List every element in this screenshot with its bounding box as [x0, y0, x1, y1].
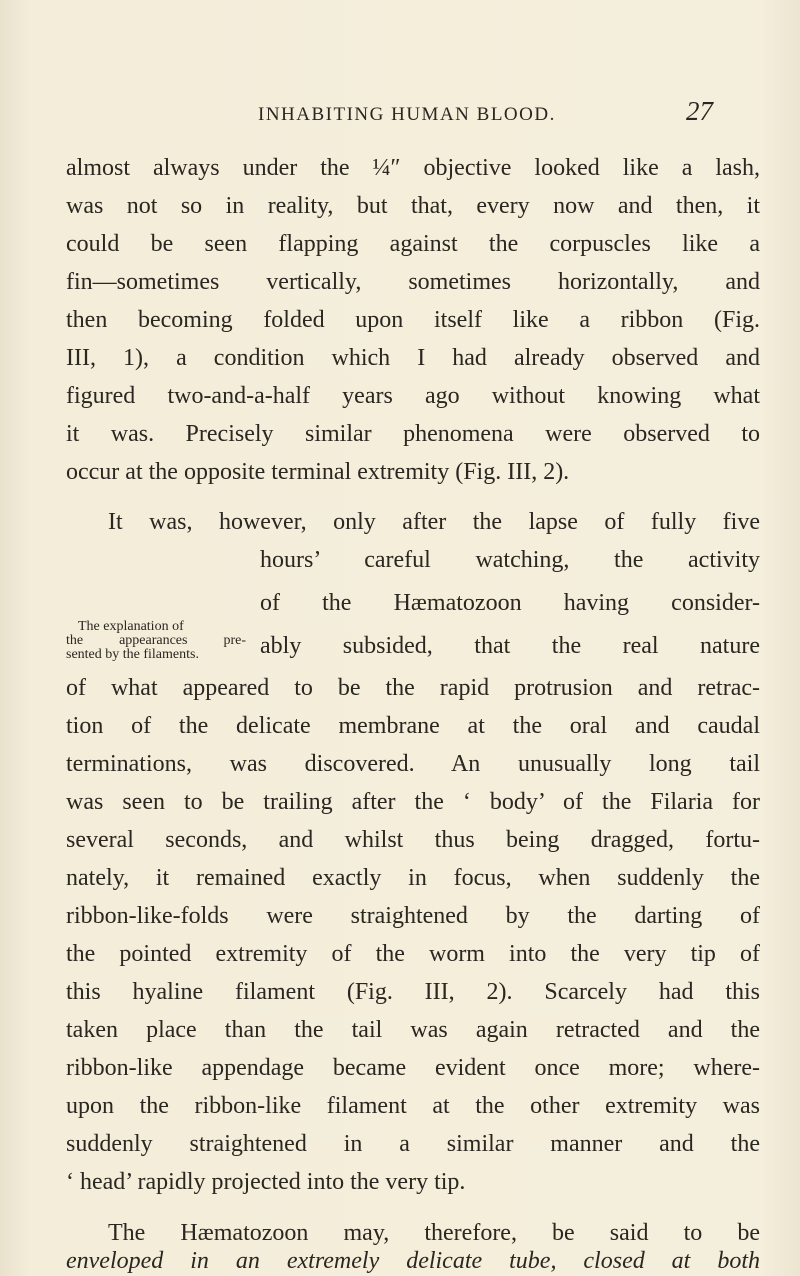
text-line: several seconds, and whilst thus being dragged, fortu-: [66, 827, 760, 853]
text-line: terminations, was discovered. An unusually long tail: [66, 751, 760, 777]
text-line: it was. Precisely similar phenomena were observed to: [66, 421, 760, 447]
text-line: taken place than the tail was again retracted and the: [66, 1017, 760, 1043]
text-line: ‘ head’ rapidly projected into the very tip.: [66, 1169, 466, 1195]
text-line: the pointed extremity of the worm into the very tip of: [66, 941, 760, 967]
text-line: of what appeared to be the rapid protrusion and retrac-: [66, 675, 760, 701]
running-title: INHABITING HUMAN BLOOD.: [258, 104, 556, 125]
text-line: ribbon-like-folds were straightened by the darting of: [66, 903, 760, 929]
margin-note-line: sented by the filaments.: [66, 647, 199, 662]
text-line: was not so in reality, but that, every now and then, it: [66, 193, 760, 219]
text-line: occur at the opposite terminal extremity (Fig. III, 2).: [66, 459, 570, 485]
text-line-italic: enveloped in an extremely delicate tube, closed at both: [66, 1248, 760, 1274]
margin-note-line: The explanation of: [78, 619, 184, 634]
text-line: of the Hæmatozoon having consider-: [260, 590, 760, 616]
text-line: III, 1), a condition which I had already observed and: [66, 345, 760, 371]
text-line: It was, however, only after the lapse of fully five: [108, 509, 760, 535]
text-line: upon the ribbon-like filament at the other extremity was: [66, 1093, 760, 1119]
text-line: nately, it remained exactly in focus, when suddenly the: [66, 865, 760, 891]
text-line: fin—sometimes vertically, sometimes horizontally, and: [66, 269, 760, 295]
text-line: ably subsided, that the real nature: [260, 633, 760, 659]
text-line: The Hæmatozoon may, therefore, be said to be: [108, 1220, 760, 1246]
text-line: ribbon-like appendage became evident once more; where-: [66, 1055, 760, 1081]
text-line: this hyaline filament (Fig. III, 2). Scarcely had this: [66, 979, 760, 1005]
text-line: tion of the delicate membrane at the oral and caudal: [66, 713, 760, 739]
page-number: 27: [686, 96, 713, 126]
margin-note: [66, 620, 246, 662]
text-line: almost always under the ¼″ objective looked like a lash,: [66, 155, 760, 181]
text-line: figured two-and-a-half years ago without knowing what: [66, 383, 760, 409]
text-line: hours’ careful watching, the activity: [260, 547, 760, 573]
text-line: then becoming folded upon itself like a ribbon (Fig.: [66, 307, 760, 333]
text-line: could be seen flapping against the corpuscles like a: [66, 231, 760, 257]
text-line: suddenly straightened in a similar manner and the: [66, 1131, 760, 1157]
text-line: was seen to be trailing after the ‘ body’ of the Filaria for: [66, 789, 760, 815]
margin-note-line: the appearances pre-: [66, 633, 246, 648]
